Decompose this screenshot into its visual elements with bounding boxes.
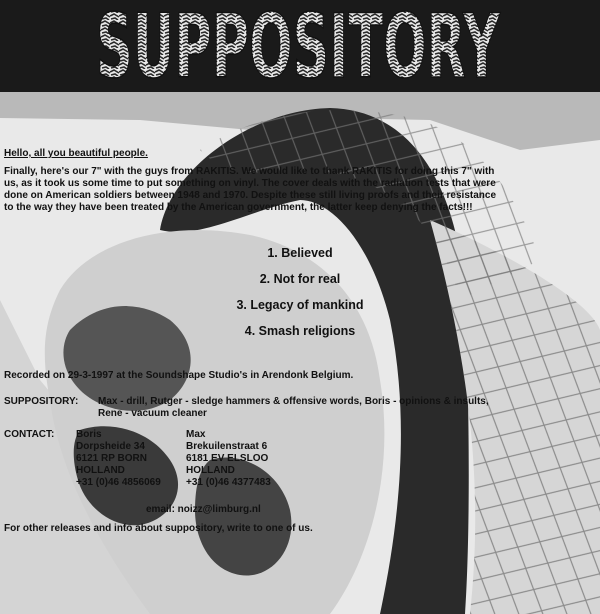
contact-boris bbox=[76, 429, 186, 489]
intro-line: done on American soldiers between 1948 and 1970. Despite these still living proofs and their resistance bbox=[4, 190, 497, 201]
intro-line: to the way they have been treated by the American government, the latter keep denying the facts!!! bbox=[4, 202, 473, 213]
recording-info: Recorded on 29-3-1997 at the Soundshape Studio's in Arendonk Belgium. bbox=[4, 370, 354, 381]
greeting: Hello, all you beautiful people. bbox=[4, 148, 148, 159]
contact-city: 6181 EV ELSLOO bbox=[186, 453, 269, 464]
contact-label: CONTACT: bbox=[4, 429, 55, 440]
band-logo-text: SUPPOSITORY bbox=[96, 6, 501, 86]
contact-email: email: noizz@limburg.nl bbox=[146, 504, 261, 515]
lineup-line: Max - drill, Rutger - sledge hammers & offensive words, Boris - opinions & insults, bbox=[98, 396, 489, 407]
contact-country: HOLLAND bbox=[186, 465, 235, 476]
band-logo bbox=[92, 6, 504, 86]
track-item: 3. Legacy of mankind bbox=[236, 298, 364, 312]
intro-text bbox=[4, 166, 594, 214]
header-band bbox=[0, 0, 600, 92]
contact-phone: +31 (0)46 4377483 bbox=[186, 477, 271, 488]
lineup-line: Rene - vacuum cleaner bbox=[98, 408, 207, 419]
contact-country: HOLLAND bbox=[76, 465, 125, 476]
track-item: 4. Smash religions bbox=[244, 324, 356, 338]
lineup-label: SUPPOSITORY: bbox=[4, 396, 79, 407]
intro-line: Finally, here's our 7" with the guys from RAKITIS. We would like to thank RAKITIS for doing this 7" with bbox=[4, 166, 495, 177]
contact-city: 6121 RP BORN bbox=[76, 453, 147, 464]
contact-name: Max bbox=[186, 429, 206, 440]
contact-name: Boris bbox=[76, 429, 102, 440]
contact-max bbox=[186, 429, 306, 489]
contact-phone: +31 (0)46 4856069 bbox=[76, 477, 161, 488]
contact-street: Dorpsheide 34 bbox=[76, 441, 145, 452]
track-item: 1. Believed bbox=[267, 246, 333, 260]
track-list bbox=[190, 240, 410, 344]
track-item: 2. Not for real bbox=[259, 272, 341, 286]
footer-note: For other releases and info about suppository, write to one of us. bbox=[4, 523, 313, 534]
contact-street: Brekuilenstraat 6 bbox=[186, 441, 268, 452]
lineup-text bbox=[98, 396, 578, 420]
intro-line: us, as it took us some time to put something on vinyl. The cover deals with the radiation tests that were bbox=[4, 178, 496, 189]
